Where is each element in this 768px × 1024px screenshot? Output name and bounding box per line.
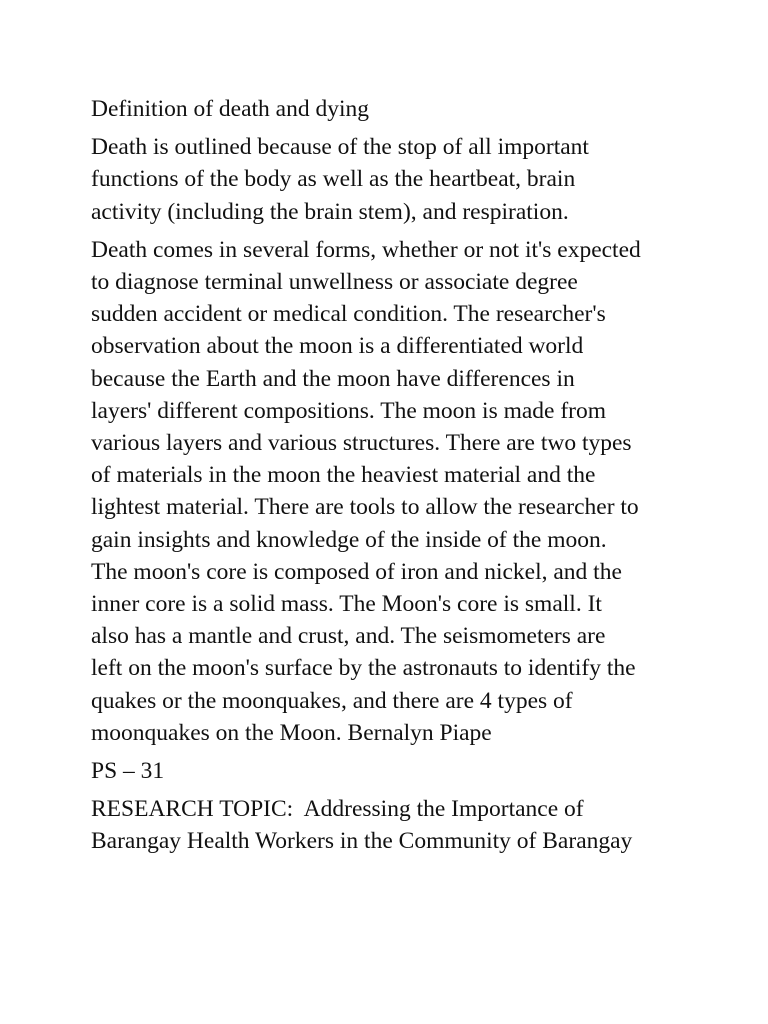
paragraph-death-forms-moon: Death comes in several forms, whether or not it's expected to diagnose terminal unwellness or associate degree sudden accident or medical condition. The researcher's observation about the moon is a differentiated world because the Earth and the moon have differences in layers' different compositions. The moon is made from various layers and various structures. There are two types of materials in the moon the heaviest material and the lightest material. There are tools to allow the researcher to gain insights and knowledge of the inside of the moon. The moon's core is composed of iron and nickel, and the inner core is a solid mass. The Moon's core is small. It also has a mantle and crust, and. The seismometers are left on the moon's surface by the astronauts to identify the quakes or the moonquakes, and there are 4 types of moonquakes on the Moon. Bernalyn Piape	[91, 236, 641, 746]
document-body	[91, 93, 691, 864]
paragraph-death-definition: Death is outlined because of the stop of all important functions of the body as well as the heartbeat, brain activity (including the brain stem), and respiration.	[91, 134, 589, 225]
code-line: PS – 31	[91, 758, 165, 785]
section-heading: Definition of death and dying	[91, 96, 370, 122]
research-topic: RESEARCH TOPIC: Addressing the Importance of Barangay Health Workers in the Community of Barangay	[91, 796, 633, 855]
